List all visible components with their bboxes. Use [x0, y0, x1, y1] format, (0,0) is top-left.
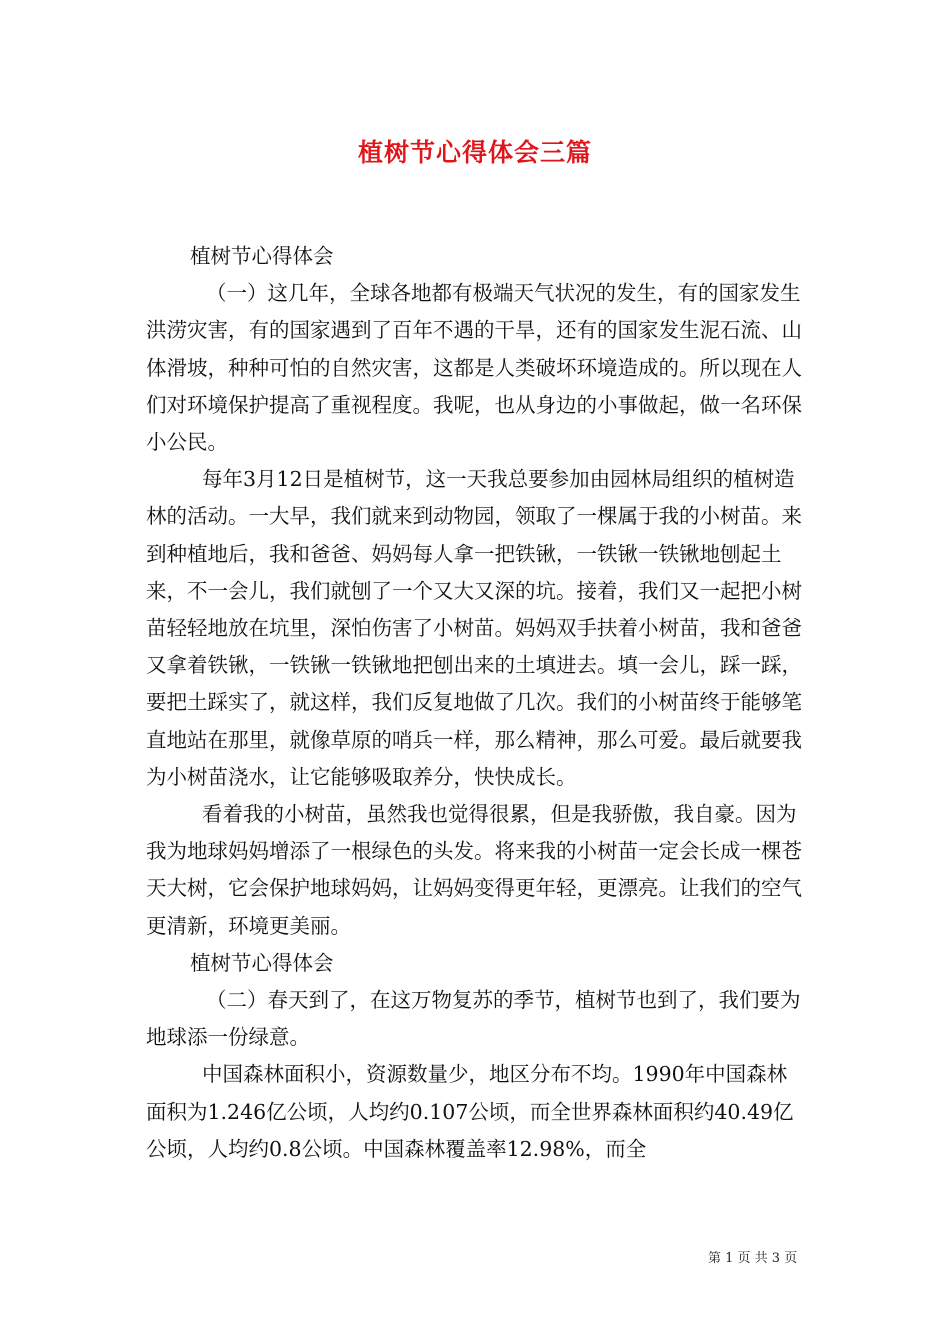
paragraph: 看着我的小树苗，虽然我也觉得很累，但是我骄傲，我自豪。因为我为地球妈妈增添了一根绿色的头发。将来我的小树苗一定会长成一棵苍天大树，它会保护地球妈妈，让妈妈变得更年轻，更漂亮。让我们的空气更清新，环境更美丽。	[146, 802, 802, 938]
document-title: 植树节心得体会三篇	[357, 138, 592, 167]
paragraph: （二）春天到了，在这万物复苏的季节，植树节也到了，我们要为地球添一份绿意。	[146, 988, 801, 1050]
paragraph: 中国森林面积小，资源数量少，地区分布不均。1990年中国森林面积为1.246亿公顷，人均约0.107公顷，而全世界森林面积约40.49亿公顷，人均约0.8公顷。中国森林覆盖率12.98%，而全	[146, 1062, 794, 1161]
paragraph: 每年3月12日是植树节，这一天我总要参加由园林局组织的植树造林的活动。一大早，我们就来到动物园，领取了一棵属于我的小树苗。来到种植地后，我和爸爸、妈妈每人拿一把铁锹，一铁锹一铁锹地刨起土来，不一会儿，我们就刨了一个又大又深的坑。接着，我们又一起把小树苗轻轻地放在坑里，深怕伤害了小树苗。妈妈双手扶着小树苗，我和爸爸又拿着铁锹，一铁锹一铁锹地把刨出来的土填进去。填一会儿，踩一踩，要把土踩实了，就这样，我们反复地做了几次。我们的小树苗终于能够笔直地站在那里，就像草原的哨兵一样，那么精神，那么可爱。最后就要我为小树苗浇水，让它能够吸取养分，快快成长。	[146, 467, 802, 789]
page-number: 第 1 页 共 3 页	[708, 1251, 798, 1266]
section-heading-1: 植树节心得体会	[190, 244, 334, 268]
document-body	[146, 238, 806, 1168]
section-heading-2: 植树节心得体会	[190, 950, 334, 975]
paragraph: （一）这几年，全球各地都有极端天气状况的发生，有的国家发生洪涝灾害，有的国家遇到了百年不遇的干旱，还有的国家发生泥石流、山体滑坡，种种可怕的自然灾害，这都是人类破坏环境造成的。所以现在人们对环境保护提高了重视程度。我呢，也从身边的小事做起，做一名环保小公民。	[146, 281, 802, 455]
